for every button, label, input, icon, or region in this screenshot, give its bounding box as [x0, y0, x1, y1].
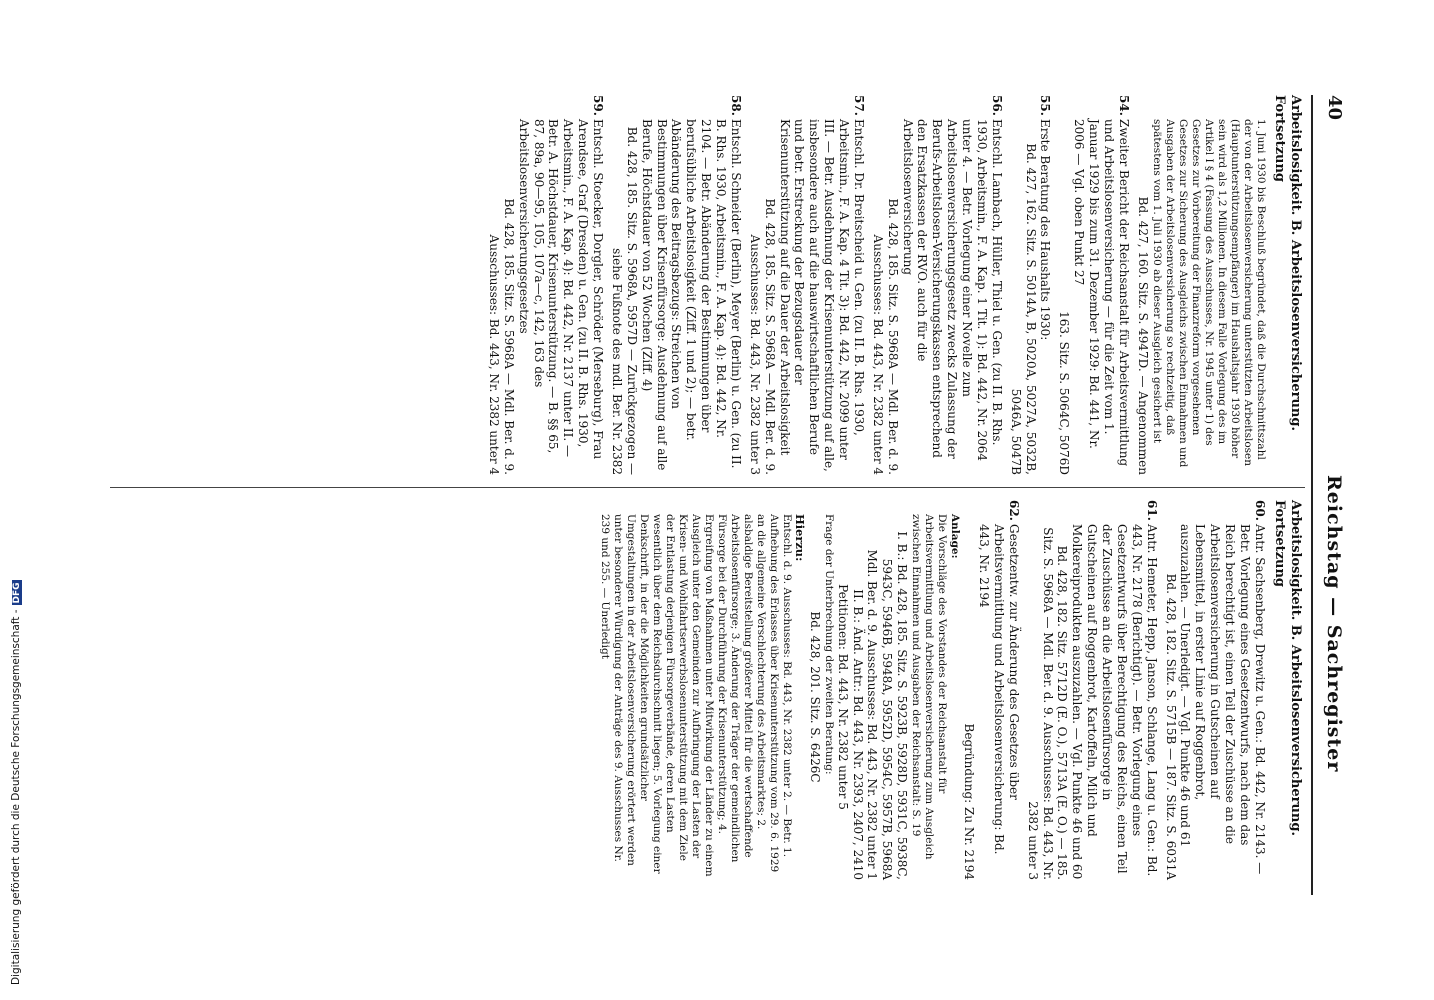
entry-reference: Bd. 428, 185. Sitz. S. 5968A, 5957D — Zurückgezogen — siehe Fußnote des mdl. Ber. Nr. 2382 [609, 126, 639, 475]
entry-number: 58. [728, 95, 743, 116]
entschliessung-text: Entschl. d. 9. Ausschusses: Bd. 443, Nr. 2382 unter 2. — Betr. 1. Aufhebung des Erlasses über Krisenunterstützung vom 29. 6. 1929 an die allgemeine Verschlechterung des Arbeitsmarktes; 2. alsbaldige Bereitstellung größerer Mittel für die wertschaffende Arbeitslosenfürsorge; 3. Änderung der Träger der gemeindlichen Fürsorge bei der Durchführung der Krisenunterstützung; 4. Ergreifung von Maßnahmen unter Mitwirkung der Länder zu einem Ausgleich unter den Gemeinden zur Aufbringung der Lasten der Krisen- und Wohlfahrtserwerbslosenunterstützung mit dem Ziele der Entlastung derjenigen Fürsorgeverbände, deren Lasten wesentlich über dem Reichsdurchschnitt liegen; 5. Vorlegung einer Denkschrift, in der die Möglichkeiten grundsätzlicher Umgestaltungen in der Arbeitslosenversicherung erörtert werden unter besonderer Würdigung der Anträge des 9. Ausschusses Nr. 239 und 255. — Unerledigt [598, 514, 793, 877]
left-column [486, 95, 1303, 475]
entry-reference: Begründung: Zu Nr. 2194 [962, 723, 977, 880]
index-entry [747, 95, 866, 475]
dfg-logo: DFG [12, 582, 22, 604]
right-column [598, 500, 1303, 880]
section-heading-right: Arbeitslosigkeit. B. Arbeitslosenversicherung. Fortsetzung [1271, 500, 1303, 836]
rotated-page-content [105, 95, 1345, 895]
entry-text: Entschl. Dr. Breitscheid u. Gen. (zu II. B. Rhs. 1930, Arbeitsmin., F. A. Kap. 4 Tit. 3): Bd. 442, Nr. 2099 unter III. — Betr. Ausdehnung der Krisenunterstützung auf alle, insbesondere auch auf die hauswirtschaftlichen Berufe und betr. Erstreckung der Bezugsdauer der Krisenunterstützung auf die Dauer der Arbeitslosigkeit [777, 119, 866, 472]
entry-text: Gesetzentw. zur Änderung des Gesetzes über Arbeitsvermittlung und Arbeitslosenversicherung: Bd. 443, Nr. 2194 [977, 524, 1021, 855]
index-entry [1163, 500, 1267, 880]
index-entry [1056, 95, 1130, 475]
entry-text: Erste Beratung des Haushalts 1930: [1038, 119, 1053, 341]
index-entry [609, 95, 743, 475]
index-entry [1008, 95, 1053, 475]
hierzu-label: Hierzu: [792, 514, 807, 562]
entry-number: 55. [1038, 95, 1053, 116]
index-entry [1135, 95, 1267, 475]
page-number: 40 [1324, 95, 1345, 121]
entry-text: Entschl. Stoecker, Dorgler, Schröder (Merseburg), Frau Arendsee, Graf (Dresden) u. Gen. (zu II. B. Rhs. 1930, Arbeitsmin., F. A. Kap. 4): Bd. 442, Nr. 2137 unter II. — Betr. A. Höchstdauer, Krisenunterstützung. — B. §§ 65, 87, 89a, 90—95, 105, 107a—c, 142, 163 des Arbeitslosenversicherungsgesetzes [516, 119, 606, 460]
entry-text: Zweiter Bericht der Reichsanstalt für Arbeitsvermittlung und Arbeitslosenversicherung — für die Zeit vom 1. Januar 1929 bis zum 31. Dezember 1929: Bd. 441, Nr. 2006 — Vgl. oben Punkt 27 [1072, 119, 1131, 467]
entry-reference: 163. Sitz. S. 5064C, 5076D [1057, 311, 1072, 475]
lesung-first: I. B.: Bd. 428, 185. Sitz. S. 5923B, 5928D, 5931C, 5938C, 5943C, 5946B, 5948A, 5952D, 5954C, 5957B, 5968A [880, 531, 910, 880]
entry-number: 61. [1144, 500, 1159, 521]
page-title: Reichstag — Sachregister [1323, 475, 1345, 773]
column-divider [110, 487, 1305, 488]
entry-number: 56. [989, 95, 1004, 116]
entry-number: 59. [591, 95, 606, 116]
index-entry [961, 500, 1021, 880]
digitization-footer [10, 0, 24, 985]
lesung-second: II. B.: Änd. Antr.: Bd. 443, Nr. 2393, 2407, 2410 [850, 589, 865, 880]
page-header [1311, 95, 1345, 895]
entry-reference: Bd. 427, 160. Sitz. S. 4947D. — Angenommen [1135, 196, 1150, 475]
entry-reference: Bd. 428, 185. Sitz. S. 5968A — Mdl. Ber. d. 9. Ausschusses: Bd. 443, Nr. 2382 unter 3 [747, 198, 777, 475]
entry-number: 62. [1006, 500, 1021, 521]
entry-reference: Bd. 428, 185. Sitz. S. 5968A — Mdl. Ber. d. 9. Ausschusses: Bd. 443, Nr. 2382 unter 4 [870, 198, 900, 475]
entry-reference: Bd. 428, 185. Sitz. S. 5968A — Mdl. Ber. d. 9. Ausschusses: Bd. 443, Nr. 2382 unter 4 [486, 198, 516, 475]
frage: Frage der Unterbrechung der zweiten Beratung: [822, 514, 835, 775]
frage-ref: Bd. 428, 201. Sitz. S. 6426C [807, 611, 822, 783]
anlage-title: Anlage: [949, 514, 962, 559]
header-rule [1311, 95, 1313, 895]
entry-number: 54. [1116, 95, 1131, 116]
entry-number: 57. [851, 95, 866, 116]
index-entry [870, 95, 1004, 475]
index-entry [1025, 500, 1159, 880]
entry-reference: Bd. 427, 162. Sitz. S. 5014A, B, 5020A, 5027A, 5032B, 5046A, 5047B [1008, 143, 1038, 475]
entry-text: Antr. Sachsenberg, Drewitz u. Gen.: Bd. 442, Nr. 2143. — Betr. Vorlegung eines Gesetzentwurfs, nach dem das Reich berechtigt ist, einen Teil der Zuschüsse an die Arbeitslosenversicherung in Gutscheinen auf Lebensmittel, in erster Linie auf Roggenbrot, auszuzahlen. — Unerledigt. — Vgl. Punkte 46 und 61 [1178, 524, 1267, 875]
entry-number: 60. [1252, 500, 1267, 521]
anlage-block [598, 500, 962, 880]
anlage-text: Die Vorschläge des Vorstandes der Reichsanstalt für Arbeitsvermittlung und Arbeitslosenversicherung zum Ausgleich zwischen Einnahmen und Ausgaben der Reichsanstalt: S. 19 [910, 514, 949, 860]
index-entry [486, 95, 605, 475]
footer-text: Digitalisierung gefördert durch die Deutsche Forschungsgemeinschaft - [10, 609, 22, 985]
entry-text: Entschl. Schneider (Berlin), Meyer (Berlin) u. Gen. (zu II. B. Rhs. 1930, Arbeitsmin., F. A. Kap. 4): Bd. 442, Nr. 2104. — Betr. Abänderung der Bestimmungen über berufsübliche Arbeitslosigkeit (Ziff. 1 und 2); — betr. Abänderung des Beitragsbezugs: Streichen von Bestimmungen über Krisenfürsorge: Ausdehnung auf alle Berufe, Höchstdauer von 52 Wochen (Ziff. 4) [639, 119, 743, 471]
entry-text: 1. Juni 1930 bis Beschluß begründet, daß die Durchschnittszahl der von der Arbeitslosenversicherung unterstützten Arbeitslosen (Hauptunterstützungsempfänger) im Haushaltsjahr 1930 höher sein wird als 1,2 Millionen. In diesem Falle Vorlegung des im Artikel I § 4 (Fassung des Ausschusses, Nr. 1945 unter 1) des Gesetzes zur Vorbereitung der Finanzreform vorgesehenen Gesetzes zur Sicherung des Ausgleichs zwischen Einnahmen und Ausgaben der Arbeitslosenversicherung so rechtzeitig, daß spätestens vom 1. Juli 1930 ab dieser Ausgleich gesichert ist [1150, 119, 1267, 468]
entry-text: Entschl. Lambach, Hüller, Thiel u. Gen. (zu II. B. Rhs. 1930, Arbeitsmin., F. A. Kap. 1 Tit. 1): Bd. 442, Nr. 2064 unter 4. — Betr. Vorlegung einer Novelle zum Arbeitslosenversicherungsgesetz zwecks Zulassung der Berufs-Arbeitslosen-Versicherungskassen entsprechend den Ersatzkassen der RVO. auch für die Arbeitslosenversicherung [900, 119, 1004, 462]
lesung-first-report: Mdl. Ber. d. 9. Ausschusses: Bd. 443, Nr. 2382 unter 1 [865, 549, 880, 880]
section-heading-left: Arbeitslosigkeit. B. Arbeitslosenversicherung. Fortsetzung [1271, 95, 1303, 431]
entry-reference: Bd. 428, 182. Sitz. S. 5715B — 187. Sitz. S. 6031A [1163, 573, 1178, 880]
right-entries [961, 500, 1267, 880]
entry-reference: Bd. 428, 182. Sitz. 5712D (E. O.), 5713A (E. O.) — 185. Sitz. S. 5968A — Mdl. Ber. d. 9. Ausschusses: Bd. 443, Nr. 2382 unter 3 [1025, 527, 1070, 880]
left-entries [486, 95, 1267, 475]
entry-text: Antr. Hemeter, Hepp, Janson, Schlange, Lang u. Gen.: Bd. 443, Nr. 2178 (Berichtigt). — Betr. Vorlegung eines Gesetzentwurfs über Berechtigung des Reichs, einen Teil der Zuschüsse an die Arbeitslosenfürsorge in Gutscheinen auf Roggenbrot, Kartoffeln, Milch und Molkereiprodukten auszuzahlen. — Vgl. Punkte 46 und 60 [1070, 524, 1159, 880]
petitionen: Petitionen: Bd. 443, Nr. 2382 unter 5 [835, 584, 850, 810]
